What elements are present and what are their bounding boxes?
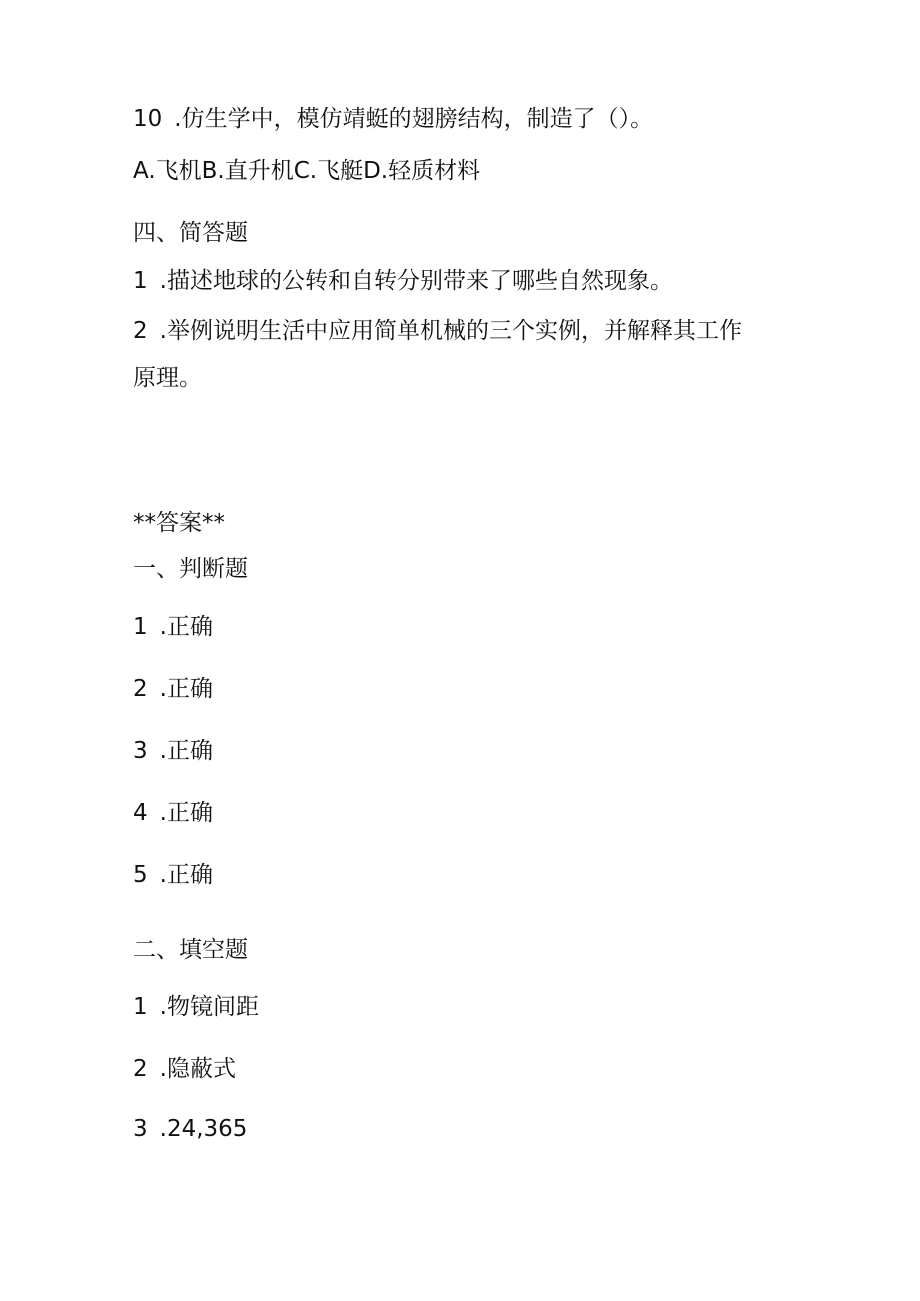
answer-number: 1 — [133, 614, 148, 640]
short-answer-question-1 — [133, 266, 673, 296]
answer-text: .隐蔽式 — [159, 1056, 236, 1082]
section-heading-fill-in: 二、填空题 — [133, 937, 248, 963]
answer-number: 5 — [133, 862, 148, 888]
question-10 — [133, 104, 653, 134]
answer-text: .正确 — [159, 862, 213, 888]
answer-text: .正确 — [159, 800, 213, 826]
question-text: .举例说明生活中应用简单机械的三个实例，并解释其工作 — [159, 318, 742, 344]
short-answer-question-2-continued: 原理。 — [133, 365, 202, 391]
answer-item — [133, 736, 213, 766]
answer-item — [133, 798, 213, 828]
answer-text: .正确 — [159, 614, 213, 640]
answer-item — [133, 674, 213, 704]
answers-title: **答案** — [133, 510, 225, 536]
answer-number: 1 — [133, 994, 148, 1020]
answer-text: .物镜间距 — [159, 994, 259, 1020]
short-answer-question-2 — [133, 316, 742, 346]
question-10-options: A.飞机B.直升机C.飞艇D.轻质材料 — [133, 158, 481, 184]
question-text: .描述地球的公转和自转分别带来了哪些自然现象。 — [159, 268, 673, 294]
section-heading-short-answer: 四、简答题 — [133, 220, 248, 246]
answer-number: 2 — [133, 676, 148, 702]
answer-item — [133, 1054, 236, 1084]
answer-item — [133, 992, 259, 1022]
answer-text: .24,365 — [159, 1116, 248, 1142]
answer-item — [133, 860, 213, 890]
answer-number: 4 — [133, 800, 148, 826]
section-heading-true-false: 一、判断题 — [133, 556, 248, 582]
question-text: .仿生学中，模仿靖蜓的翅膀结构，制造了（）。 — [174, 106, 654, 132]
question-number: 2 — [133, 318, 148, 344]
answer-text: .正确 — [159, 738, 213, 764]
answer-item — [133, 612, 213, 642]
question-number: 1 — [133, 268, 148, 294]
question-number: 10 — [133, 106, 163, 132]
answer-number: 2 — [133, 1056, 148, 1082]
answer-number: 3 — [133, 1116, 148, 1142]
answer-text: .正确 — [159, 676, 213, 702]
answer-item — [133, 1114, 247, 1144]
answer-number: 3 — [133, 738, 148, 764]
